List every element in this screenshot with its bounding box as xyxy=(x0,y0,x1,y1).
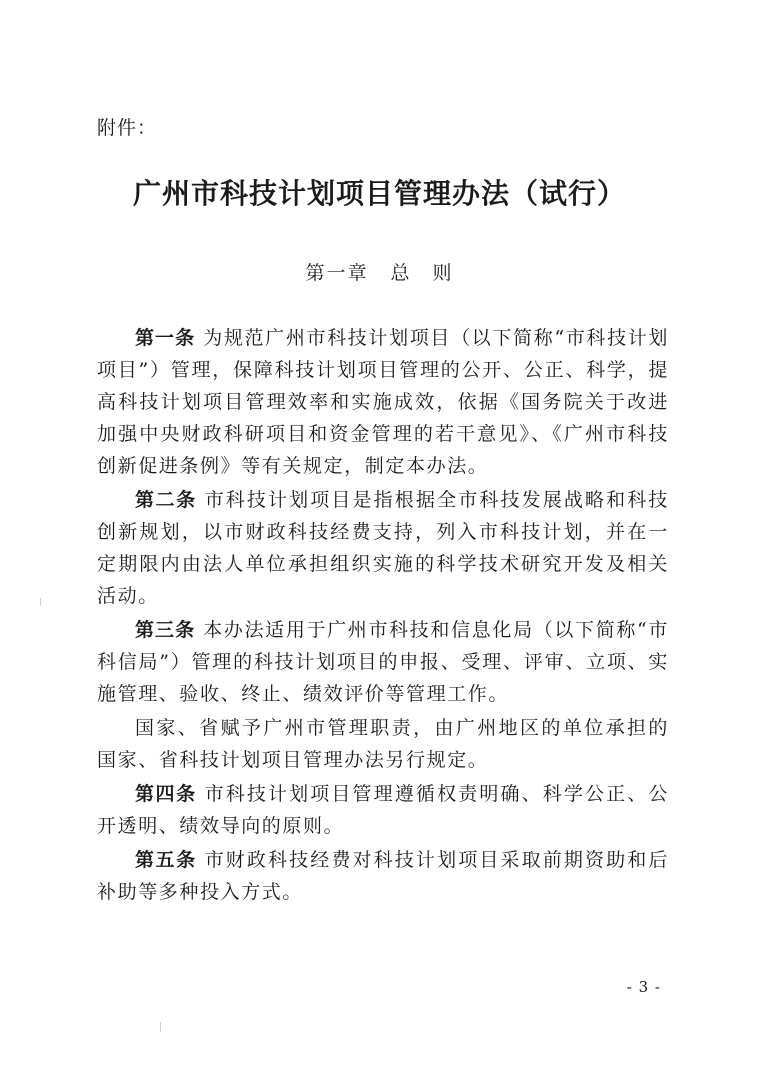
article-text: 市科技计划项目管理遵循权责明确、科学公正、公开透明、绩效导向的原则。 xyxy=(97,783,669,837)
article-paragraph xyxy=(97,484,669,612)
continuation-paragraph xyxy=(97,712,669,776)
article-text: 市科技计划项目是指根据全市科技发展战略和科技创新规划，以市财政科技经费支持，列入市科技计划，并在一定期限内由法人单位承担组织实施的科学技术研究开发及相关活动。 xyxy=(97,489,669,607)
article-text: 本办法适用于广州市科技和信息化局（以下简称“市科信局”）管理的科技计划项目的申报、受理、评审、立项、实施管理、验收、终止、绩效评价等管理工作。 xyxy=(97,619,669,705)
article-number: 第三条 xyxy=(135,619,196,641)
article-number: 第二条 xyxy=(135,489,197,511)
article-paragraph xyxy=(97,322,669,482)
article-number: 第一条 xyxy=(135,327,196,349)
attachment-label: 附件： xyxy=(97,117,158,139)
chapter-number: 第一章 xyxy=(305,262,369,284)
article-text: 市财政科技经费对科技计划项目采取前期资助和后补助等多种投入方式。 xyxy=(97,849,669,903)
article-number: 第四条 xyxy=(135,783,197,805)
scan-speck xyxy=(160,1022,161,1032)
chapter-name: 总 则 xyxy=(390,262,454,284)
article-paragraph xyxy=(97,778,669,842)
paragraph-text: 国家、省赋予广州市管理职责，由广州地区的单位承担的国家、省科技计划项目管理办法另行规定。 xyxy=(97,717,669,771)
page-number: - 3 - xyxy=(626,978,661,996)
article-number: 第五条 xyxy=(135,849,197,871)
article-text: 为规范广州市科技计划项目（以下简称“市科技计划项目”）管理，保障科技计划项目管理的公开、公正、科学，提高科技计划项目管理效率和实施成效，依据《国务院关于改进加强中央财政科研项目和资金管理的若干意见》、《广州市科技创新促进条例》等有关规定，制定本办法。 xyxy=(97,327,669,477)
article-paragraph xyxy=(97,614,669,710)
body-text xyxy=(97,322,669,908)
scan-speck xyxy=(40,598,41,606)
document-title: 广州市科技计划项目管理办法（试行） xyxy=(132,177,626,210)
chapter-heading xyxy=(0,258,759,285)
article-paragraph xyxy=(97,844,669,908)
